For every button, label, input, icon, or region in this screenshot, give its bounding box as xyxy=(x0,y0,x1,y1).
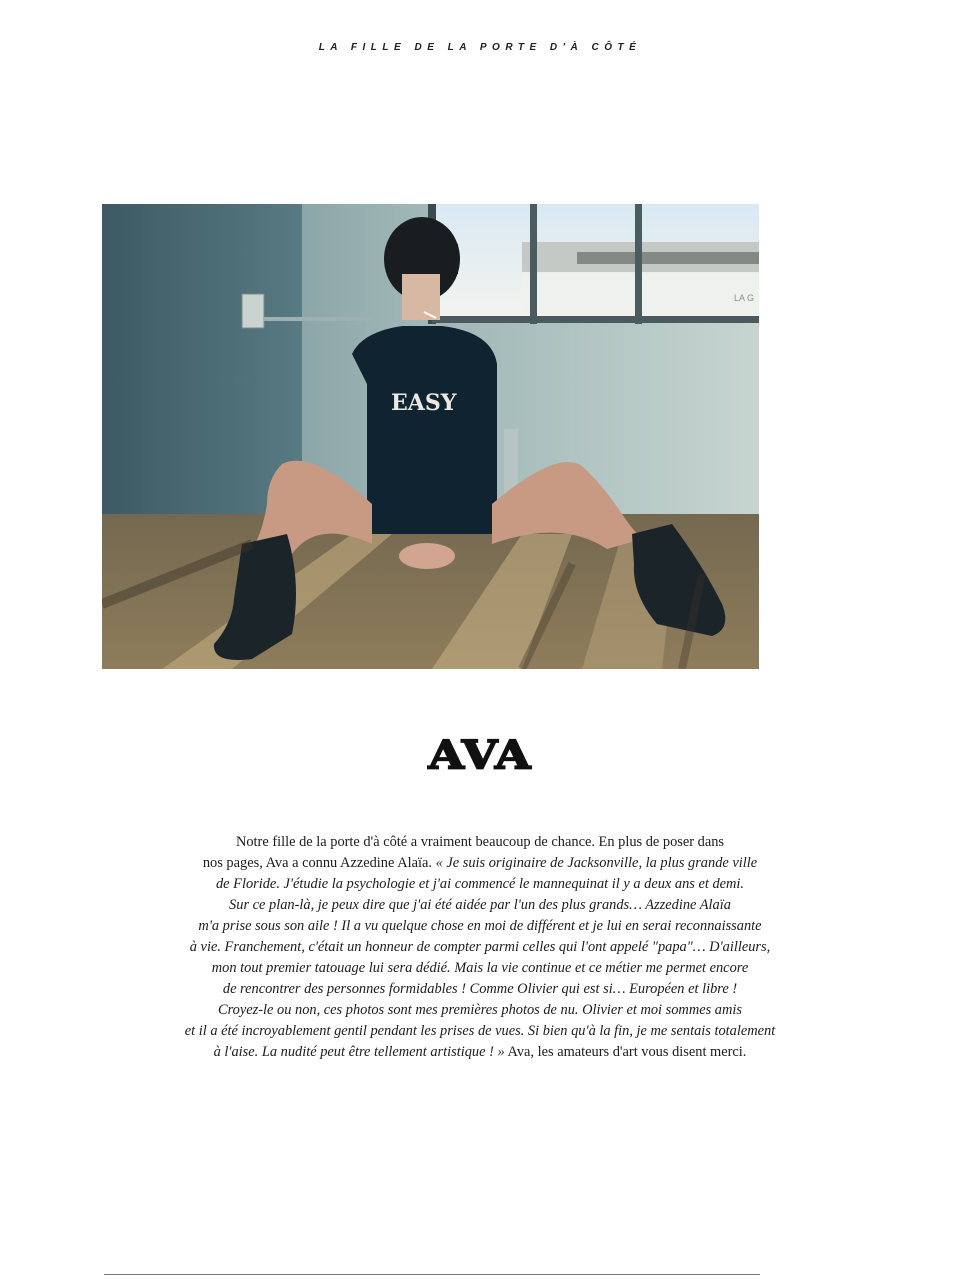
body-line xyxy=(100,916,860,937)
quote-text: de Floride. J'étudie la psychologie et j'ai commencé le mannequinat il y a deux ans et demi. xyxy=(215,876,745,892)
quote-text: à l'aise. La nudité peut être tellement artistique ! » xyxy=(213,1044,505,1060)
body-text-run: Ava, les amateurs d'art vous disent merci. xyxy=(504,1044,747,1060)
body-line xyxy=(100,832,860,853)
quote-text: mon tout premier tatouage lui sera dédié. Mais la vie continue et ce métier me permet encore xyxy=(211,960,749,976)
editorial-photo xyxy=(102,204,759,669)
body-line xyxy=(100,979,860,1000)
body-line xyxy=(100,1000,860,1021)
window-sign: LA G xyxy=(734,293,755,303)
quote-text: Sur ce plan-là, je peux dire que j'ai été aidée par l'un des plus grands… Azzedine Alaïa xyxy=(229,897,731,913)
running-head: LA FILLE DE LA PORTE D'À CÔTÉ xyxy=(318,42,642,53)
quote-text: à vie. Franchement, c'était un honneur de compter parmi celles qui l'ont appelé "papa"… D'ailleurs, xyxy=(189,939,771,955)
body-line xyxy=(100,958,860,979)
quote-text: « Je suis originaire de Jacksonville, la plus grande ville xyxy=(435,855,758,871)
body-text-run: nos pages, Ava a connu Azzedine Alaïa. xyxy=(202,855,436,871)
shirt-text: EASY xyxy=(391,390,457,416)
quote-text: et il a été incroyablement gentil pendant les prises de vues. Si bien qu'à la fin, je me sentais totalement xyxy=(184,1023,776,1039)
body-line xyxy=(100,1042,860,1063)
quote-text: m'a prise sous son aile ! Il a vu quelque chose en moi de différent et je lui en serai reconnaissante xyxy=(198,918,762,934)
article-body xyxy=(100,832,860,1063)
quote-text: de rencontrer des personnes formidables ! Comme Olivier qui est si… Européen et libre ! xyxy=(222,981,738,997)
body-line xyxy=(100,1021,860,1042)
quote-text: Croyez-le ou non, ces photos sont mes premières photos de nu. Olivier et moi sommes amis xyxy=(218,1002,742,1018)
body-line xyxy=(100,937,860,958)
body-text-run: Notre fille de la porte d'à côté a vraiment beaucoup de chance. En plus de poser dans xyxy=(235,834,725,850)
photo-illustration xyxy=(102,204,759,669)
body-line xyxy=(100,874,860,895)
bottom-rule xyxy=(104,1274,760,1275)
article-title: AVA xyxy=(428,732,532,778)
body-line xyxy=(100,895,860,916)
body-line xyxy=(100,853,860,874)
